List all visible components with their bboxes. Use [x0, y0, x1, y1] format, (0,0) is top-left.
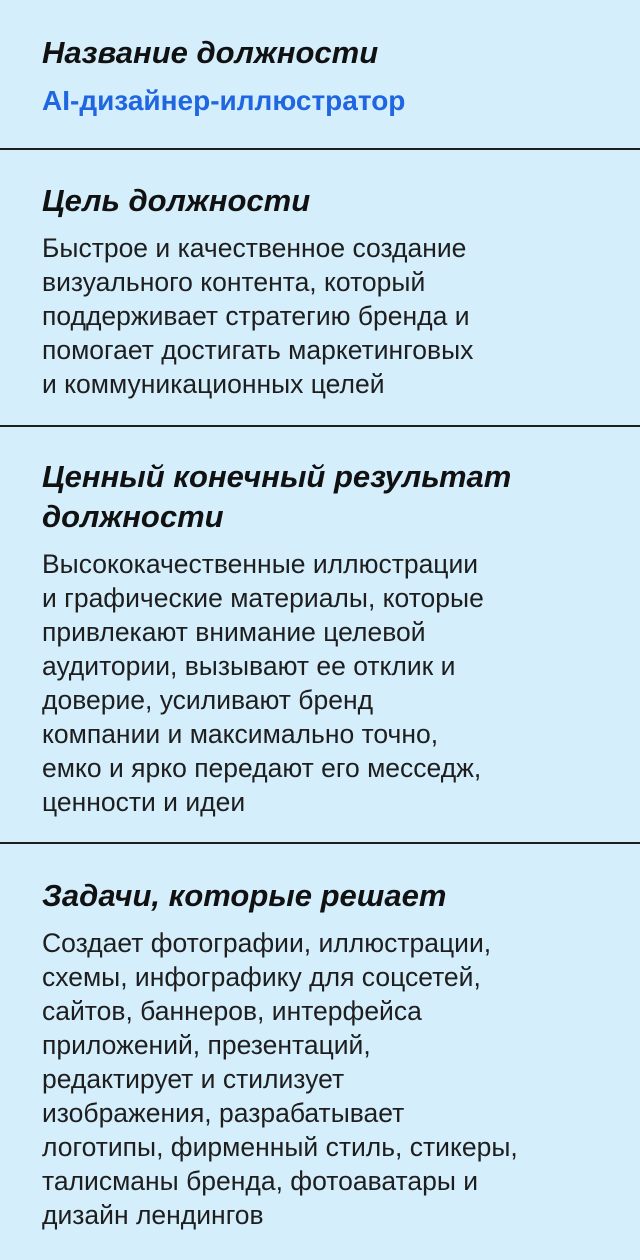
job-goal-heading: Цель должности [42, 183, 311, 218]
section-tasks [0, 844, 640, 1260]
final-result-heading: Ценный конечный результат должности [42, 459, 512, 534]
job-title-value: AI-дизайнер-иллюстратор [42, 85, 406, 116]
tasks-text: Создает фотографии, иллюстрации, схемы, инфографику для соцсетей, сайтов, баннеров, интерфейса приложений, презентаций, редактирует и стилизует изображения, разрабатывает логотипы, фирменный стиль, стикеры, талисманы бренда, фотоаватары и дизайн лендингов [42, 928, 518, 1230]
final-result-text: Высококачественные иллюстрации и графические материалы, которые привлекают внимание целевой аудитории, вызывают ее отклик и доверие, усиливают бренд компании и максимально точно, емко и ярко передают его месседж, ценности и идеи [42, 549, 484, 817]
job-title-heading: Название должности [42, 35, 379, 70]
tasks-heading: Задачи, которые решает [42, 878, 447, 913]
section-job-title [0, 0, 640, 150]
section-job-goal [0, 150, 640, 427]
section-final-result [0, 427, 640, 844]
job-goal-text: Быстрое и качественное создание визуального контента, который поддерживает стратегию бренда и помогает достигать маркетинговых и коммуникационных целей [42, 233, 474, 399]
